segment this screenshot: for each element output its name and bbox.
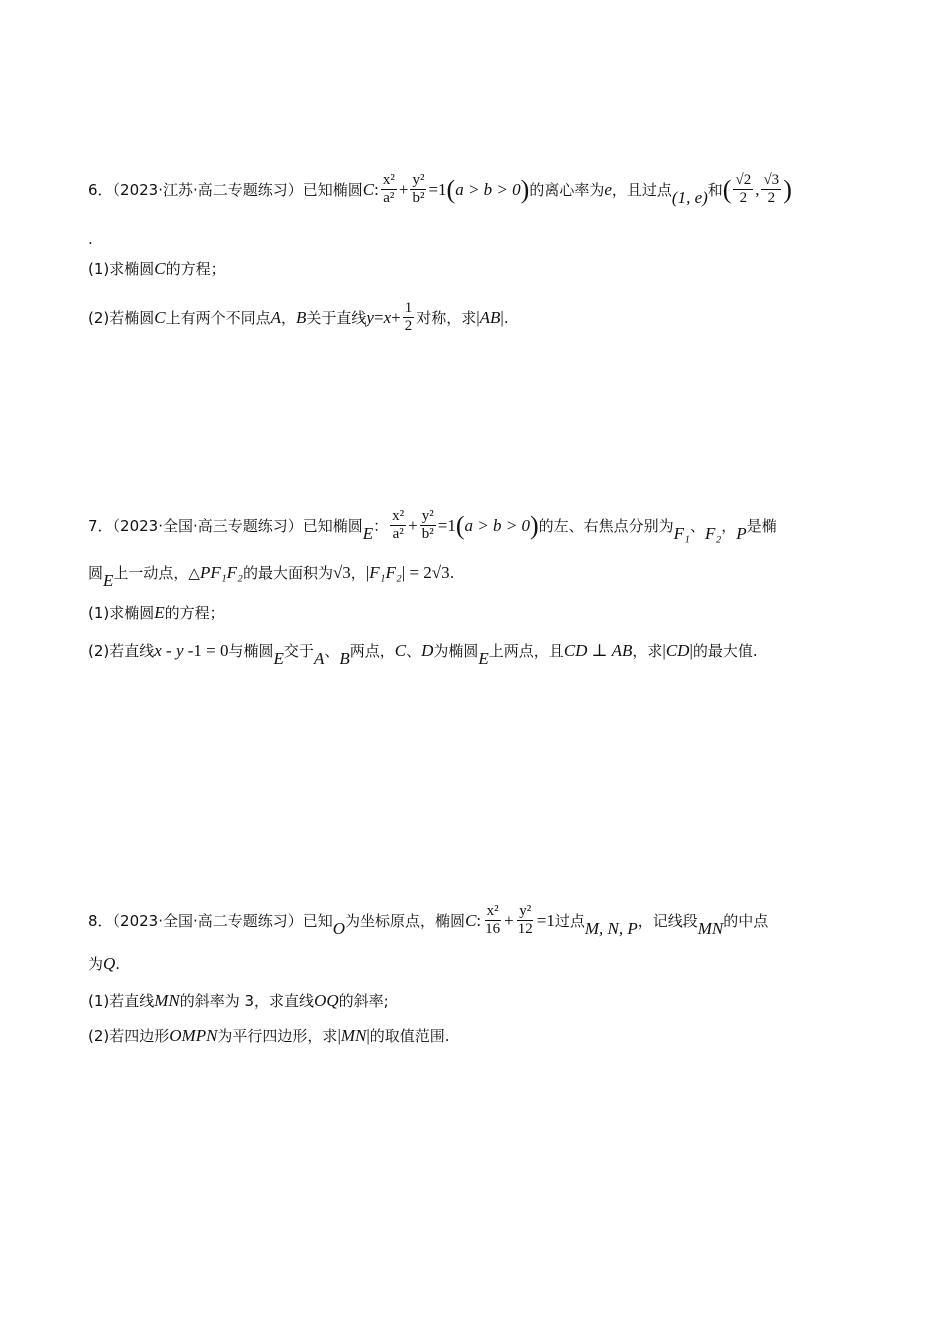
math-expression: E [362, 523, 374, 543]
text: ， [721, 517, 737, 536]
text: 两点， [349, 642, 395, 660]
fraction [410, 172, 426, 208]
text: 的取值范围. [369, 1027, 450, 1045]
math-expression: √3 [332, 562, 351, 582]
denominator: 16 [485, 921, 501, 938]
text: ， [281, 309, 297, 328]
denominator: 2 [404, 318, 413, 335]
problem-8-line-1 [88, 903, 768, 939]
math-expression: F₁ [673, 523, 690, 543]
fraction [420, 508, 436, 544]
math-expression: e [604, 179, 612, 199]
denominator: a² [392, 526, 404, 543]
math-expression: MN [697, 918, 724, 938]
text: 7．（2023·全国·高三专题练习）已知椭圆 [88, 517, 363, 536]
denominator: b² [412, 190, 425, 207]
problem-6-line-2 [88, 230, 93, 248]
numerator: √2 [733, 172, 753, 190]
math-expression: E [273, 648, 284, 668]
math-expression: | [366, 1025, 370, 1045]
math-expression: MN [154, 990, 180, 1010]
problem-7-line-2 [88, 562, 455, 590]
math-expression: F₁F₂ [369, 562, 402, 582]
text: 上一动点，△ [113, 564, 200, 582]
text: ，求 [632, 642, 663, 660]
text: 的左、右焦点分别为 [538, 517, 674, 536]
math-expression: D [421, 640, 434, 660]
text: (2)若直线 [88, 642, 155, 660]
text: ： [373, 517, 389, 536]
text: 的方程； [165, 260, 226, 278]
text: 为椭圆 [433, 642, 479, 660]
problem-7-line-4 [88, 640, 758, 668]
math-expression: PF₁F₂ [199, 562, 243, 582]
math-expression: = [373, 307, 384, 327]
numerator: 1 [403, 300, 415, 318]
text: . [449, 563, 455, 582]
math-expression: | [337, 1025, 341, 1045]
text: 、 [406, 642, 422, 660]
math-expression: MN [340, 1025, 367, 1045]
text: 交于 [283, 642, 314, 660]
text: 的斜率为 3，求直线 [179, 992, 315, 1010]
math-expression: a > b > 0 [455, 179, 521, 199]
text: 、 [324, 642, 340, 660]
math-expression: | [500, 307, 504, 327]
math-expression: A [270, 307, 281, 327]
text: . [503, 308, 509, 327]
math-expression: C [154, 307, 166, 327]
math-expression: ( [455, 510, 465, 540]
math-expression: ) [529, 510, 539, 540]
math-expression: =1 [437, 515, 456, 535]
denominator: 12 [517, 921, 533, 938]
text: (1)求椭圆 [88, 604, 155, 622]
numerator: y² [517, 903, 533, 921]
math-expression: Q [103, 953, 116, 973]
fraction [403, 300, 415, 336]
numerator: √3 [761, 172, 781, 190]
math-expression: OMPN [169, 1025, 218, 1045]
math-expression: a > b > 0 [464, 515, 530, 535]
math-expression: (1, e) [671, 187, 708, 207]
problem-7-line-3 [88, 602, 225, 623]
text: (1)求椭圆 [88, 260, 155, 278]
problem-6-line-3 [88, 258, 226, 279]
math-expression: =1 [428, 179, 447, 199]
problem-6-line-4 [88, 300, 509, 336]
fraction [483, 903, 502, 939]
denominator: b² [421, 526, 434, 543]
math-expression: B [339, 648, 350, 668]
math-expression: E [103, 570, 114, 590]
problem-8-line-3 [88, 990, 389, 1011]
text: 对称，求 [416, 309, 477, 328]
text: 与椭圆 [228, 642, 274, 660]
text: 和 [707, 181, 723, 200]
problem-6-line-1 [88, 172, 792, 208]
text: 8．（2023·全国·高二专题练习）已知 [88, 912, 333, 931]
math-expression: | [662, 640, 666, 660]
text: 的最大面积为 [242, 564, 333, 582]
denominator: 2 [739, 190, 748, 207]
math-expression: , [755, 179, 760, 199]
fraction [390, 508, 406, 544]
fraction [761, 172, 781, 208]
fraction [733, 172, 753, 208]
math-expression: AB [479, 307, 501, 327]
text: 的斜率; [338, 992, 389, 1010]
text: ， [350, 564, 366, 582]
math-expression: C [154, 258, 166, 278]
text: 的中点 [723, 912, 769, 931]
math-expression: : [374, 179, 379, 199]
numerator: y² [410, 172, 426, 190]
denominator: a² [383, 190, 395, 207]
math-expression: P [736, 523, 747, 543]
numerator: x² [381, 172, 397, 190]
math-expression: C [394, 640, 407, 660]
math-expression: O [332, 918, 346, 938]
text: 的最大值. [692, 642, 758, 660]
text: 圆 [88, 564, 104, 582]
math-expression: C [465, 910, 477, 930]
math-expression: ) [783, 174, 792, 204]
math-expression: ( [722, 174, 732, 204]
math-expression: M, N, P [584, 918, 638, 938]
math-expression: E [154, 602, 165, 622]
text: 为平行四边形，求 [217, 1027, 338, 1045]
math-expression: =1 [536, 910, 555, 930]
math-expression: x - y - [154, 640, 194, 660]
math-expression: + [391, 307, 401, 327]
text: 为 [88, 955, 104, 973]
text: ，记线段 [637, 912, 698, 931]
text: (2)若椭圆 [88, 309, 155, 328]
math-expression: | [365, 562, 370, 582]
text: 6．（2023·江苏·高二专题练习）已知椭圆 [88, 181, 363, 200]
problem-8-line-2 [88, 953, 120, 974]
math-expression: : [476, 910, 482, 930]
text: ，且过点 [611, 181, 672, 200]
math-expression: 1 = 0 [193, 640, 229, 660]
numerator: x² [390, 508, 406, 526]
math-expression: C [362, 179, 375, 199]
math-expression: F₂ [704, 523, 722, 543]
fraction [516, 903, 535, 939]
math-expression: A [313, 648, 325, 668]
text: . [88, 230, 93, 248]
math-expression: CD ⊥ AB [563, 640, 633, 660]
text: 上两点，且 [488, 642, 564, 660]
text: . [115, 954, 121, 973]
text: (1)若直线 [88, 992, 155, 1010]
math-expression: x [383, 307, 392, 327]
text: 关于直线 [306, 309, 367, 328]
fraction [381, 172, 397, 208]
text: 的离心率为 [529, 181, 605, 200]
math-expression: CD [665, 640, 690, 660]
math-expression: y [366, 307, 374, 327]
text: 、 [689, 517, 705, 536]
math-expression: | = 2√3 [401, 562, 450, 582]
denominator: 2 [767, 190, 776, 207]
text: 上有两个不同点 [165, 309, 271, 328]
text: 的方程； [164, 604, 225, 622]
math-expression: B [296, 307, 307, 327]
math-expression: E [478, 648, 489, 668]
text: (2)若四边形 [88, 1027, 170, 1045]
math-expression: ) [520, 174, 530, 204]
text: 为坐标原点，椭圆 [345, 912, 466, 931]
math-expression: + [408, 515, 418, 535]
math-expression: ( [446, 174, 456, 204]
math-expression: | [476, 307, 480, 327]
problem-7-line-1 [88, 508, 777, 544]
text: 是椭 [746, 517, 777, 536]
math-expression: OQ [314, 990, 339, 1010]
math-expression: + [398, 179, 409, 199]
numerator: y² [420, 508, 436, 526]
math-expression: + [504, 910, 514, 930]
text: 过点 [554, 912, 585, 931]
problem-8-line-4 [88, 1025, 450, 1046]
math-expression: | [689, 640, 693, 660]
numerator: x² [485, 903, 501, 921]
